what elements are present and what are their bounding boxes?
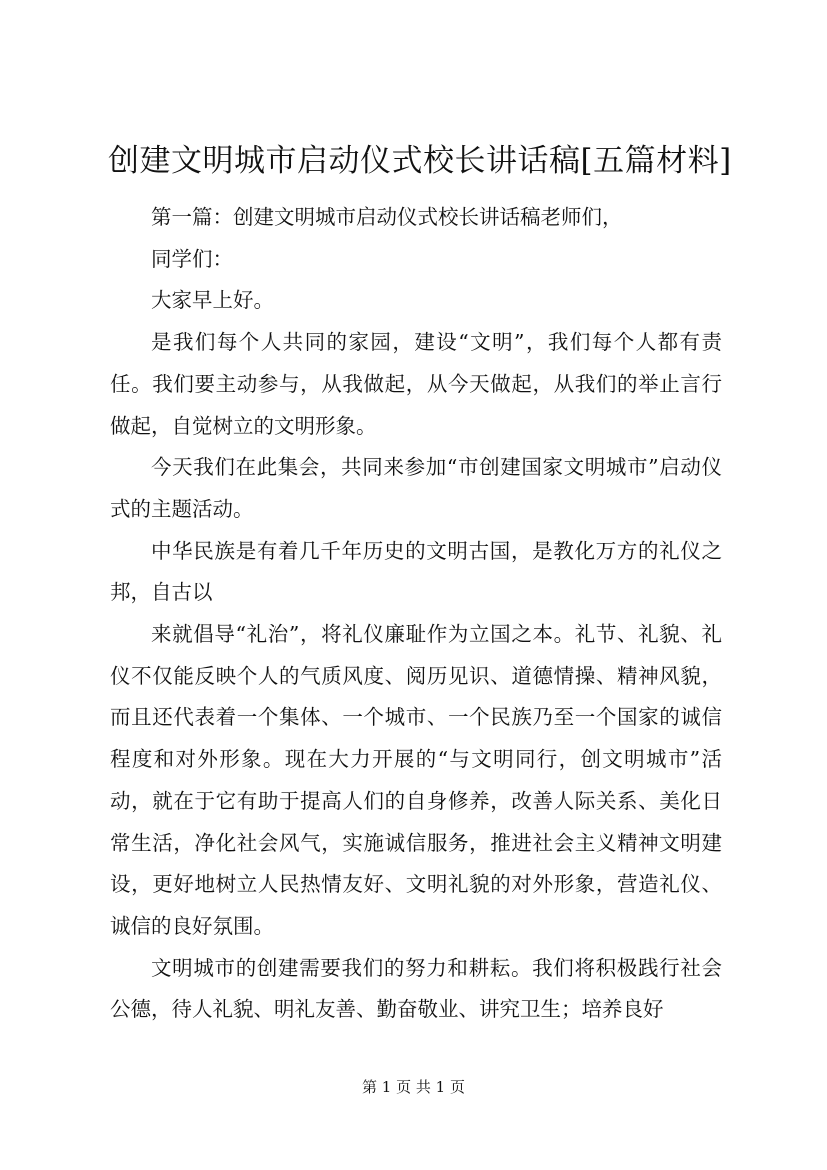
paragraph: 来就倡导“礼治”，将礼仪廉耻作为立国之本。礼节、礼貌、礼仪不仅能反映个人的气质风度、阅历见识、道德情操、精神风貌，而且还代表着一个集体、一个城市、一个民族乃至一个国家的诚信程度和对外形象。现在大力开展的“与文明同行，创文明城市”活动，就在于它有助于提高人们的自身修养，改善人际关系、美化日常生活，净化社会风气，实施诚信服务，推进社会主义精神文明建设，更好地树立人民热情友好、文明礼貌的对外形象，营造礼仪、诚信的良好氛围。 — [110, 622, 722, 938]
paragraph: 今天我们在此集会，共同来参加“市创建国家文明城市”启动仪式的主题活动。 — [110, 455, 722, 521]
paragraph: 是我们每个人共同的家园，建设“文明”，我们每个人都有责任。我们要主动参与，从我做起，从今天做起，从我们的举止言行做起，自觉树立的文明形象。 — [110, 330, 722, 438]
page-number-footer: 第 1 页 共 1 页 — [362, 1078, 465, 1096]
document-body — [110, 197, 722, 1031]
paragraph: 大家早上好。 — [151, 288, 274, 313]
document-title: 创建文明城市启动仪式校长讲话稿[五篇材料] — [108, 143, 732, 179]
paragraph: 文明城市的创建需要我们的努力和耕耘。我们将积极践行社会公德，待人礼貌、明礼友善、勤奋敬业、讲究卫生；培养良好 — [110, 955, 722, 1022]
paragraph: 同学们： — [151, 246, 233, 271]
paragraph: 第一篇：创建文明城市启动仪式校长讲话稿老师们， — [151, 205, 623, 229]
paragraph: 中华民族是有着几千年历史的文明古国，是教化万方的礼仪之邦，自古以 — [110, 538, 722, 605]
